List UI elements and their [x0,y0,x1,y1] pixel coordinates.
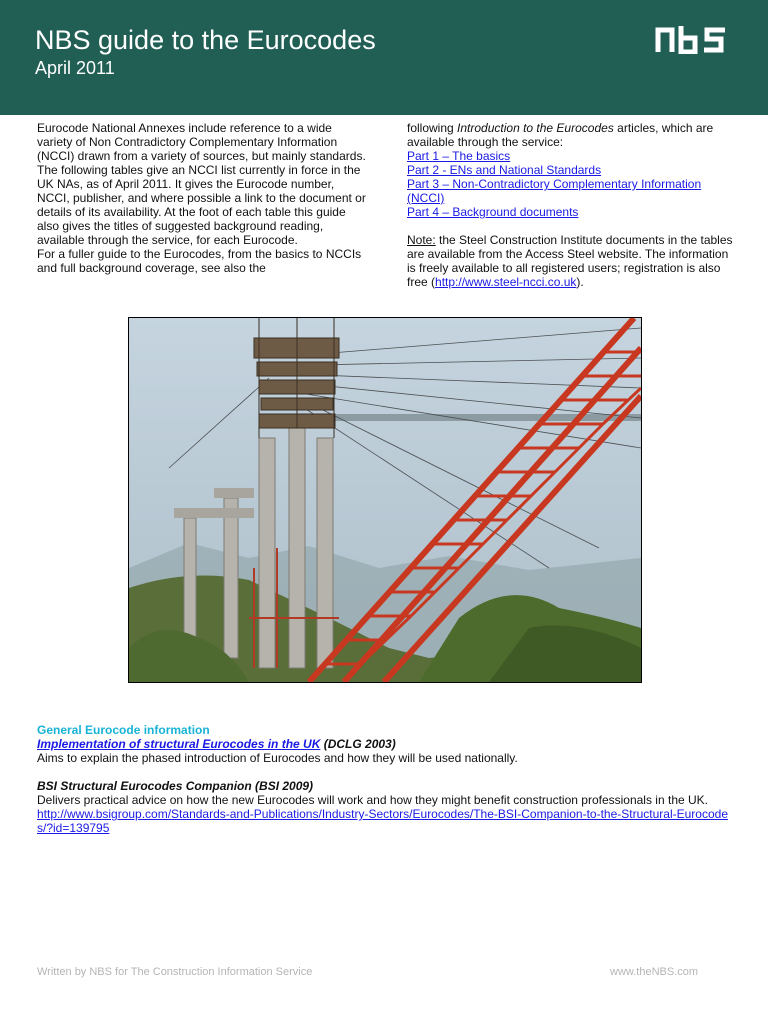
item1-source: (DCLG 2003) [320,737,396,751]
footer-credit: Written by NBS for The Construction Information Service [37,966,313,978]
item2-description: Delivers practical advice on how the new Eurocodes will work and how they might benefit construction professionals in the UK. [37,793,709,807]
link-part-4[interactable]: Part 4 – Background documents [407,205,579,219]
articles-lead [407,121,737,149]
note-end: ). [576,275,584,289]
link-part-1[interactable]: Part 1 – The basics [407,149,511,163]
item1-description: Aims to explain the phased introduction of Eurocodes and how they will be used nationally. [37,751,518,765]
note-text: the Steel Construction Institute documents in the tables are available from the Access Steel website. The information is freely available to all registered users; registration is also free ( [407,233,733,289]
page-date: April 2011 [35,58,115,78]
section-heading: General Eurocode information [37,723,210,737]
link-part-3[interactable]: Part 3 – Non-Contradictory Complementary Information (NCCI) [407,177,702,205]
articles-lead-before: following [407,121,458,135]
steel-ncci-link[interactable]: http://www.steel-ncci.co.uk [435,275,577,289]
note-label: Note: [407,233,436,247]
bsi-companion-link[interactable]: http://www.bsigroup.com/Standards-and-Publications/Industry-Sectors/Eurocodes/The-BSI-Companion-to-the-Structural-Eurocodes/?id=139795 [37,807,728,835]
spacer [407,219,737,233]
item2-title: BSI Structural Eurocodes Companion (BSI 2009) [37,779,314,793]
bridge-construction-photo [128,317,642,683]
intro-paragraph-1: Eurocode National Annexes include reference to a wide variety of Non Contradictory Complementary Information (NCCI) drawn from a variety of sources, but mainly standards. [37,121,366,163]
articles-lead-italic: Introduction to the Eurocodes [457,121,614,135]
note-paragraph [407,233,737,289]
footer-website: www.theNBS.com [610,966,699,978]
link-part-2[interactable]: Part 2 - ENs and National Standards [407,163,602,177]
articles-lead-after: articles, which are available through the service: [407,121,714,149]
nbs-logo [654,24,728,54]
intro-paragraph-3: For a fuller guide to the Eurocodes, from the basics to NCCIs and full background coverage, see also the [37,247,362,275]
spacer [37,765,737,779]
general-info-section [37,723,737,835]
item1-title-line [37,737,737,751]
page-title: NBS guide to the Eurocodes [35,25,376,55]
dclg-implementation-link[interactable]: Implementation of structural Eurocodes in the UK [37,737,321,751]
intro-right-column [407,121,737,289]
intro-paragraph-2: The following tables give an NCCI list currently in force in the UK NAs, as of April 2011. It gives the Eurocode number, NCCI, publisher, and where possible a link to the document or details of its availability. At the foot of each table this guide also gives the titles of suggested background reading, available through the service, for each Eurocode. [37,163,366,247]
page-header [0,0,768,115]
intro-left-column [37,121,367,275]
